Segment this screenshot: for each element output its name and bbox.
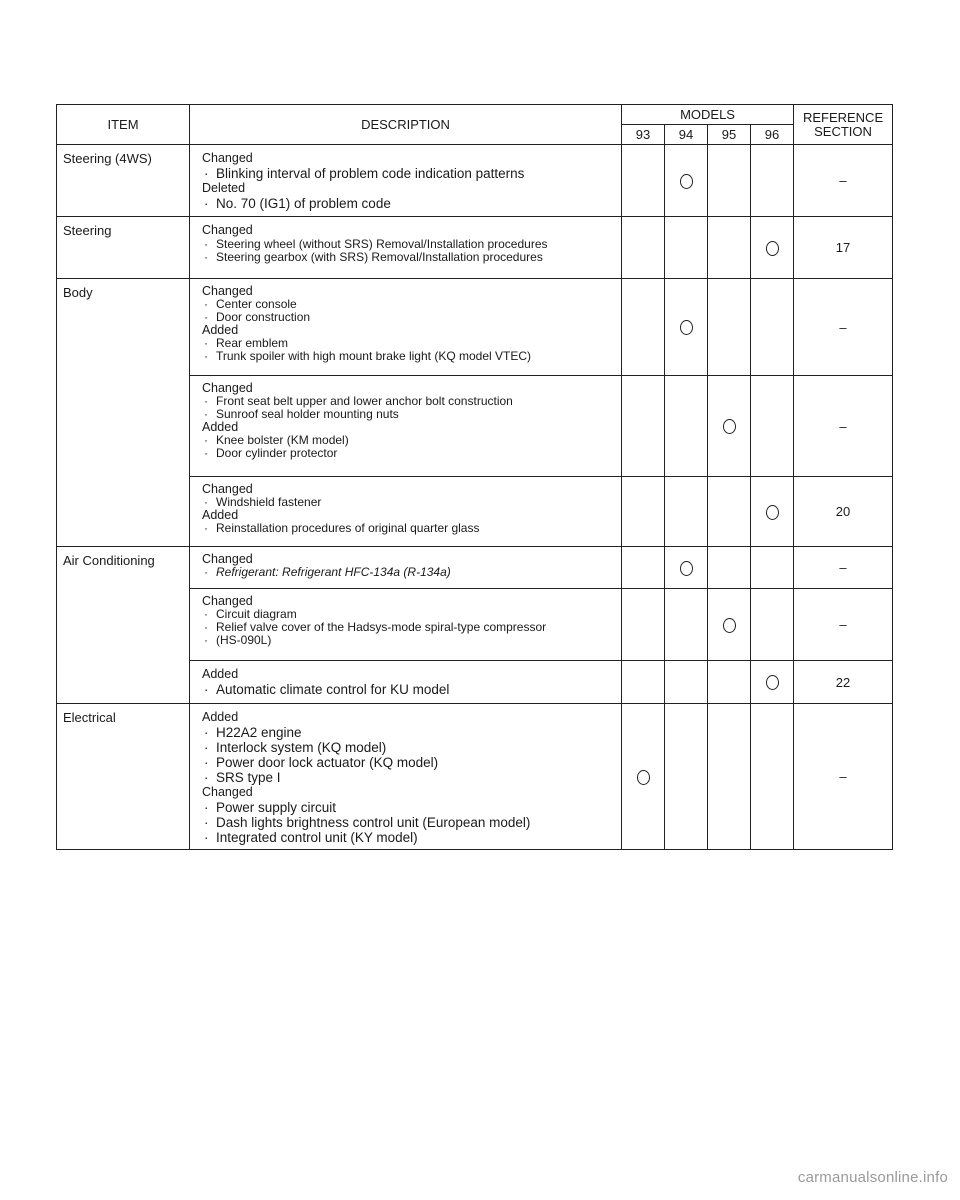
list-item: · Refrigerant: Refrigerant HFC-134a (R-134a) xyxy=(202,566,615,579)
header-year-96: 96 xyxy=(751,125,794,145)
table-row xyxy=(57,704,893,850)
model-mark-cell xyxy=(622,217,665,279)
list-item: · H22A2 engine xyxy=(202,725,615,740)
model-mark-cell xyxy=(665,589,708,661)
list-item: · SRS type I xyxy=(202,770,615,785)
model-mark-cell xyxy=(751,145,794,217)
model-mark-cell xyxy=(751,376,794,477)
model-mark-cell xyxy=(708,661,751,704)
reference-cell: – xyxy=(794,589,893,661)
applies-circle-icon xyxy=(723,618,736,633)
description-cell xyxy=(190,217,622,279)
group-label: Changed xyxy=(202,482,253,496)
description-cell xyxy=(190,661,622,704)
group-label: Added xyxy=(202,508,239,522)
table-row xyxy=(57,279,893,376)
list-item: · Integrated control unit (KY model) xyxy=(202,830,615,845)
header-year-94: 94 xyxy=(665,125,708,145)
reference-cell: – xyxy=(794,376,893,477)
list-item: · (HS-090L) xyxy=(202,634,615,647)
item-cell: Air Conditioning xyxy=(57,547,190,704)
list-item: · Front seat belt upper and lower anchor bolt construction xyxy=(202,395,615,408)
list-item: · Rear emblem xyxy=(202,337,615,350)
watermark: carmanualsonline.info xyxy=(797,1169,948,1186)
group-label: Changed xyxy=(202,381,253,395)
model-mark-cell xyxy=(665,661,708,704)
group-label: Deleted xyxy=(202,181,246,195)
reference-cell: 22 xyxy=(794,661,893,704)
applies-circle-icon xyxy=(680,174,693,189)
model-mark-cell xyxy=(622,589,665,661)
group-label: Added xyxy=(202,667,239,681)
header-models: MODELS xyxy=(622,105,794,125)
model-mark-cell xyxy=(708,279,751,376)
model-mark-cell xyxy=(751,279,794,376)
reference-cell: 20 xyxy=(794,477,893,547)
model-mark-cell xyxy=(751,704,794,850)
description-cell xyxy=(190,376,622,477)
model-mark-cell xyxy=(751,589,794,661)
list-item: · Interlock system (KQ model) xyxy=(202,740,615,755)
reference-cell: – xyxy=(794,547,893,589)
item-cell: Steering xyxy=(57,217,190,279)
model-mark-cell xyxy=(708,217,751,279)
item-cell: Body xyxy=(57,279,190,547)
model-mark-cell xyxy=(622,704,665,850)
model-mark-cell xyxy=(665,477,708,547)
list-item: · Automatic climate control for KU model xyxy=(202,682,615,697)
description-cell xyxy=(190,589,622,661)
description-cell xyxy=(190,477,622,547)
list-item: · Steering gearbox (with SRS) Removal/Installation procedures xyxy=(202,251,615,264)
applies-circle-icon xyxy=(766,241,779,256)
list-item: · No. 70 (IG1) of problem code xyxy=(202,196,615,211)
item-cell: Steering (4WS) xyxy=(57,145,190,217)
model-mark-cell xyxy=(622,376,665,477)
model-mark-cell xyxy=(708,145,751,217)
applies-circle-icon xyxy=(637,770,650,785)
model-mark-cell xyxy=(665,217,708,279)
group-label: Changed xyxy=(202,151,253,165)
applies-circle-icon xyxy=(723,419,736,434)
model-mark-cell xyxy=(751,547,794,589)
group-label: Added xyxy=(202,420,239,434)
table-row xyxy=(57,145,893,217)
header-description: DESCRIPTION xyxy=(190,105,622,145)
model-changes-table xyxy=(56,104,893,850)
group-label: Changed xyxy=(202,594,253,608)
list-item: · Steering wheel (without SRS) Removal/Installation procedures xyxy=(202,238,615,251)
model-mark-cell xyxy=(665,376,708,477)
list-item: · Circuit diagram xyxy=(202,608,615,621)
reference-cell: 17 xyxy=(794,217,893,279)
list-item: · Power door lock actuator (KQ model) xyxy=(202,755,615,770)
model-mark-cell xyxy=(665,704,708,850)
description-cell xyxy=(190,704,622,850)
header-reference: REFERENCE SECTION xyxy=(794,105,893,145)
reference-cell: – xyxy=(794,279,893,376)
group-label: Added xyxy=(202,710,239,724)
model-mark-cell xyxy=(622,145,665,217)
list-item: · Relief valve cover of the Hadsys-mode spiral-type compressor xyxy=(202,621,615,634)
group-label: Changed xyxy=(202,223,253,237)
model-mark-cell xyxy=(622,477,665,547)
model-mark-cell xyxy=(622,547,665,589)
list-item: · Sunroof seal holder mounting nuts xyxy=(202,408,615,421)
reference-cell: – xyxy=(794,704,893,850)
list-item: · Windshield fastener xyxy=(202,496,615,509)
list-item: · Dash lights brightness control unit (European model) xyxy=(202,815,615,830)
list-item: · Blinking interval of problem code indication patterns xyxy=(202,166,615,181)
description-cell xyxy=(190,279,622,376)
model-mark-cell xyxy=(708,477,751,547)
list-item: · Reinstallation procedures of original quarter glass xyxy=(202,522,615,535)
model-mark-cell xyxy=(751,217,794,279)
group-label: Changed xyxy=(202,785,253,799)
table-row xyxy=(57,547,893,589)
header-item: ITEM xyxy=(57,105,190,145)
model-mark-cell xyxy=(708,547,751,589)
model-mark-cell xyxy=(622,279,665,376)
description-cell xyxy=(190,547,622,589)
header-year-95: 95 xyxy=(708,125,751,145)
model-mark-cell xyxy=(708,589,751,661)
applies-circle-icon xyxy=(766,505,779,520)
item-cell: Electrical xyxy=(57,704,190,850)
applies-circle-icon xyxy=(766,675,779,690)
group-label: Changed xyxy=(202,284,253,298)
model-mark-cell xyxy=(751,477,794,547)
group-label: Added xyxy=(202,323,239,337)
list-item: · Power supply circuit xyxy=(202,800,615,815)
header-year-93: 93 xyxy=(622,125,665,145)
model-mark-cell xyxy=(708,704,751,850)
reference-cell: – xyxy=(794,145,893,217)
list-item: · Door construction xyxy=(202,311,615,324)
description-cell xyxy=(190,145,622,217)
list-item: · Center console xyxy=(202,298,615,311)
model-mark-cell xyxy=(665,547,708,589)
list-item: · Knee bolster (KM model) xyxy=(202,434,615,447)
group-label: Changed xyxy=(202,552,253,566)
table-row xyxy=(57,217,893,279)
model-mark-cell xyxy=(708,376,751,477)
list-item: · Door cylinder protector xyxy=(202,447,615,460)
model-mark-cell xyxy=(622,661,665,704)
model-mark-cell xyxy=(751,661,794,704)
applies-circle-icon xyxy=(680,320,693,335)
list-item: · Trunk spoiler with high mount brake light (KQ model VTEC) xyxy=(202,350,615,363)
model-mark-cell xyxy=(665,145,708,217)
applies-circle-icon xyxy=(680,561,693,576)
model-mark-cell xyxy=(665,279,708,376)
